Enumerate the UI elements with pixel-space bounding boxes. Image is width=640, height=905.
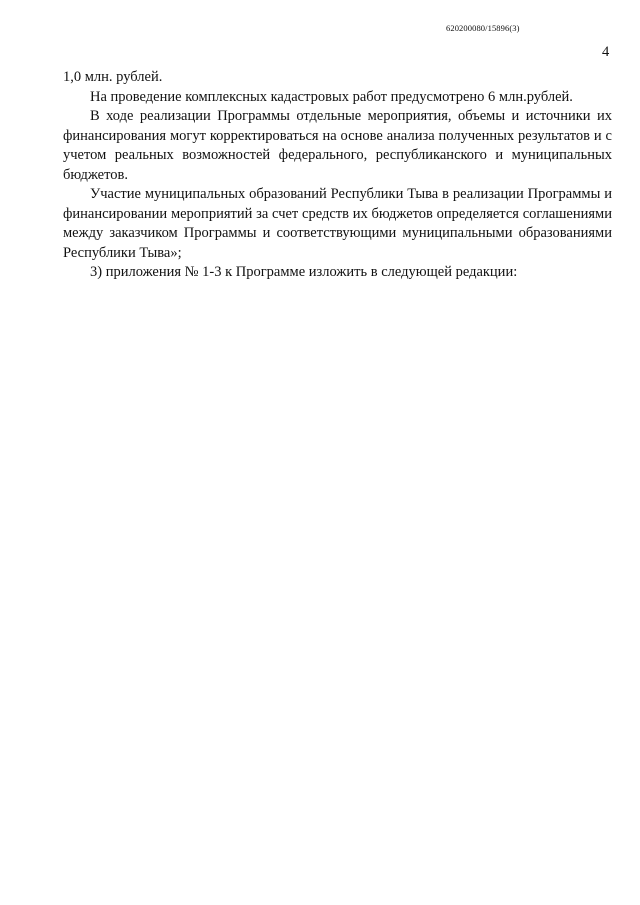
paragraph-municipal-participation: Участие муниципальных образований Республики Тыва в реализации Программы и финансировании мероприятий за счет средств их бюджетов определяется соглашениями между заказчиком Программы и соответствующими муниципальными образованиями Республики Тыва»; xyxy=(63,186,612,261)
paragraph-continuation: 1,0 млн. рублей. xyxy=(63,69,163,85)
page-number: 4 xyxy=(602,44,610,60)
paragraph-appendices: 3) приложения № 1-3 к Программе изложить в следующей редакции: xyxy=(90,264,518,280)
document-body xyxy=(63,68,612,283)
paragraph-cadastral-works: На проведение комплексных кадастровых работ предусмотрено 6 млн.рублей. xyxy=(90,88,573,105)
document-code: 620200080/15896(3) xyxy=(446,23,520,33)
paragraph-program-adjustment: В ходе реализации Программы отдельные мероприятия, объемы и источники их финансирования могут корректироваться на основе анализа полученных результатов и с учетом реальных возможностей федерального, республиканского и муниципальных бюджетов. xyxy=(63,108,612,183)
